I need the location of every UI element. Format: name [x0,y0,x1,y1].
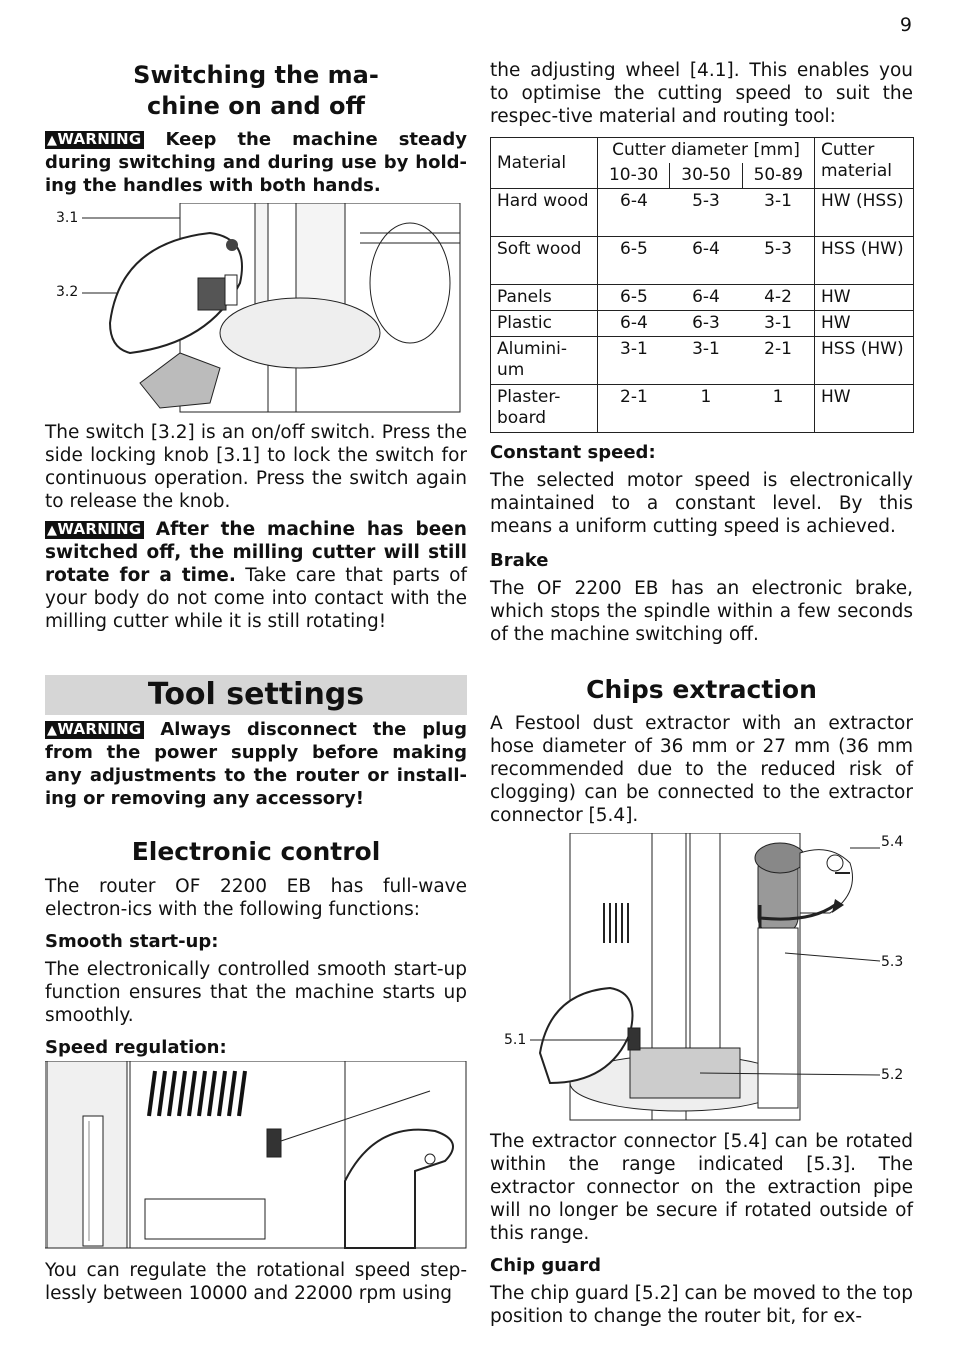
callout-5-3: 5.3 [881,954,904,970]
warning-badge: ▲WARNING [45,521,144,539]
warning-triangle-icon: ▲ [47,133,58,148]
table-cell-cutter: HSS (HW) [815,337,914,385]
table-cell: 5-3 [742,237,814,285]
left-column-tool [45,718,467,1059]
page-number: 9 [899,14,912,36]
callout-5-2: 5.2 [881,1067,904,1083]
table-cell-material: Soft wood [491,237,598,285]
electronic-intro: The router OF 2200 EB has full-wave electron-ics with the following functions: [45,876,467,920]
table-cell-cutter: HW [815,311,914,337]
warning-badge: ▲WARNING [45,131,144,149]
left-column-bottom [45,1259,467,1305]
table-cell: 6-5 [598,285,670,311]
table-cell-material: Plastic [491,311,598,337]
table-cell: 2-1 [742,337,814,385]
warning-disconnect-text: Always disconnect the plug from the power supply before making any adjustments to the router or install-ing or removing any accessory! [45,719,467,809]
router-speed-illustration [45,1061,467,1249]
figure-switch [80,203,462,413]
table-cell-material: Alumini-um [491,337,598,385]
table-cell: 6-4 [598,311,670,337]
table-header-diameter: Cutter diameter [mm] [598,138,815,164]
table-cell: 6-4 [670,285,742,311]
router-switch-illustration [80,203,462,413]
warning-disconnect [45,718,467,810]
table-subheader-cell: 10-30 [598,163,670,189]
table-cell: 3-1 [598,337,670,385]
table-cell: 6-3 [670,311,742,337]
callout-5-4: 5.4 [881,834,904,850]
warning-rotate-text: Take care that parts of your body do not come into contact with the milling cutter while it is still rotating! [45,565,468,632]
chips-text: A Festool dust extractor with an extractor hose diameter of 36 mm or 27 mm (36 mm recommended due to the reduced risk of clogging) can be connected to the extractor connector [5.4]. [490,713,913,826]
table-header-material: Material [491,138,598,189]
table-cell: 1 [670,385,742,433]
right-column [490,59,913,646]
speed-heading: Speed regulation: [45,1037,227,1058]
table-subheader-cell: 50-89 [742,163,814,189]
warning-steady-text: Keep the machine steady during switching and during use by hold-ing the handles with both hands. [45,129,467,196]
tool-settings-banner: Tool settings [45,675,467,715]
left-column-lower [45,421,467,633]
switch-paragraph: The switch [3.2] is an on/off switch. Press the side locking knob [3.1] to lock the switch for continuous operation. Press the switch again to release the knob. [45,422,467,512]
switch-heading [45,60,467,122]
smooth-heading: Smooth start-up: [45,931,219,952]
warning-triangle-icon: ▲ [47,723,58,738]
constant-heading: Constant speed: [490,442,656,463]
table-cell-material: Hard wood [491,189,598,237]
warning-badge: ▲WARNING [45,721,144,739]
constant-text: The selected motor speed is electronically maintained to a constant level. By this means a uniform cutting speed is achieved. [490,470,913,537]
table-cell: 3-1 [742,311,814,337]
table-cell: 3-1 [670,337,742,385]
warning-triangle-icon: ▲ [47,523,58,538]
table-cell-cutter: HW (HSS) [815,189,914,237]
cutting-speed-table [490,137,914,433]
table-cell: 1 [742,385,814,433]
figure-speed-wheel [45,1061,467,1249]
smooth-text: The electronically controlled smooth start-up function ensures that the machine starts up smoothly. [45,959,467,1026]
table-header-row [491,138,914,164]
switch-heading-line1: Switching the ma- [133,61,379,89]
right-column-bottom [490,1130,913,1328]
table-header-cutter-material: Cutter material [815,138,914,189]
callout-3-2: 3.2 [56,284,79,300]
speed-text: You can regulate the rotational speed step-lessly between 10000 and 22000 rpm using [45,1260,467,1304]
table-cell: 6-4 [670,237,742,285]
warning-rotate [45,518,467,633]
table-cell: 5-3 [670,189,742,237]
router-extractor-illustration [530,833,880,1121]
switch-heading-line2: chine on and off [147,92,365,120]
table-cell: 6-4 [598,189,670,237]
chipguard-text: The chip guard [5.2] can be moved to the top position to change the router bit, for ex- [490,1283,913,1327]
table-row [491,189,914,237]
callout-5-1: 5.1 [504,1032,527,1048]
table-cell-cutter: HSS (HW) [815,237,914,285]
warning-rotate-bold: After the machine has been switched off, the milling cutter will still rotate for a time. [45,519,467,586]
table-row [491,237,914,285]
table-cell: 6-5 [598,237,670,285]
callout-3-1: 3.1 [56,210,79,226]
chipguard-heading: Chip guard [490,1255,601,1276]
right-column-chips [490,674,913,827]
brake-text: The OF 2200 EB has an electronic brake, which stops the spindle within a few seconds of the machine switching off. [490,578,913,645]
left-column [45,60,467,197]
table-row [491,385,914,433]
figure-extractor [530,833,880,1121]
electronic-heading: Electronic control [131,837,381,866]
table-cell: 4-2 [742,285,814,311]
table-subheader-cell: 30-50 [670,163,742,189]
table-cell-cutter: HW [815,385,914,433]
connector-text: The extractor connector [5.4] can be rotated within the range indicated [5.3]. The extractor connector on the extraction pipe will no longer be secure if rotated outside of this range. [490,1131,913,1244]
table-row [491,285,914,311]
brake-heading: Brake [490,550,549,571]
table-row [491,337,914,385]
chips-heading: Chips extraction [586,675,817,704]
table-cell: 2-1 [598,385,670,433]
speed-continued: the adjusting wheel [4.1]. This enables you to optimise the cutting speed to suit the respec-tive material and routing tool: [490,60,913,127]
table-cell-cutter: HW [815,285,914,311]
warning-steady [45,128,467,197]
table-row [491,311,914,337]
table-cell: 3-1 [742,189,814,237]
table-cell-material: Plaster-board [491,385,598,433]
table-cell-material: Panels [491,285,598,311]
